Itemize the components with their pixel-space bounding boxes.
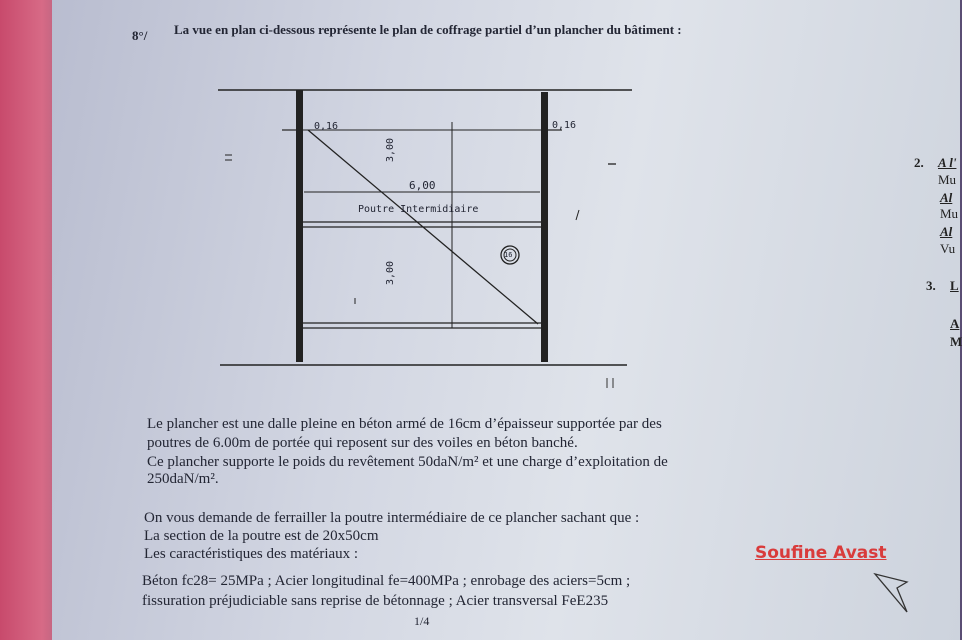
question-number: 8°/ — [132, 28, 148, 43]
text-line: Ce plancher supporte le poids du revêtement 50daN/m² et une charge d’exploitation de — [147, 454, 668, 470]
right-item-2a: A l' — [938, 155, 957, 170]
right-wall — [541, 92, 548, 362]
text-line: La section de la poutre est de 20x50cm — [144, 528, 379, 544]
left-wall — [296, 90, 303, 362]
right-item-2f: Vu — [940, 241, 956, 256]
text-line: fissuration préjudiciable sans reprise de bétonnage ; Acier transversal FeE235 — [142, 593, 609, 609]
height-bottom-label: 3,00 — [385, 260, 396, 285]
text-line: On vous demande de ferrailler la poutre intermédiaire de ce plancher sachant que : — [144, 510, 640, 526]
page-number: 1/4 — [414, 614, 430, 628]
right-item-3a: L — [950, 278, 959, 293]
text-line: poutres de 6.00m de portée qui reposent sur des voiles en béton banché. — [147, 435, 578, 451]
question-intro: La vue en plan ci-dessous représente le plan de coffrage partiel d’un plancher du bâtiment : — [174, 22, 682, 37]
right-item-3b: A — [950, 316, 960, 331]
dim-right-label: 0,16 — [552, 120, 577, 131]
right-item-2b: Mu — [938, 172, 957, 187]
right-item-2d: Mu — [940, 206, 959, 221]
text-line: 250daN/m². — [147, 471, 219, 487]
right-item-2c: Al — [940, 190, 953, 205]
right-item-3: 3. — [926, 278, 936, 293]
watermark-signature: Soufine Avast — [755, 543, 887, 563]
text-line: Le plancher est une dalle pleine en béton armé de 16cm d’épaisseur supportée par des — [147, 416, 662, 432]
height-top-label: 3,00 — [385, 137, 396, 162]
right-item-3c: M — [950, 334, 962, 349]
right-item-2: 2. — [914, 155, 924, 170]
dim-left-label: 0,16 — [314, 121, 339, 132]
span-label: 6,00 — [409, 179, 436, 192]
circle-label: 16 — [504, 251, 513, 259]
text-line: Les caractéristiques des matériaux : — [144, 546, 359, 562]
beam-label: Poutre Intermidiaire — [358, 204, 479, 215]
formwork-plan-drawing — [212, 80, 642, 390]
text-line: Béton fc28= 25MPa ; Acier longitudinal fe=400MPa ; enrobage des aciers=5cm ; — [142, 573, 631, 589]
arrow-doodle-icon — [867, 568, 917, 618]
right-item-2e: Al — [940, 224, 953, 239]
